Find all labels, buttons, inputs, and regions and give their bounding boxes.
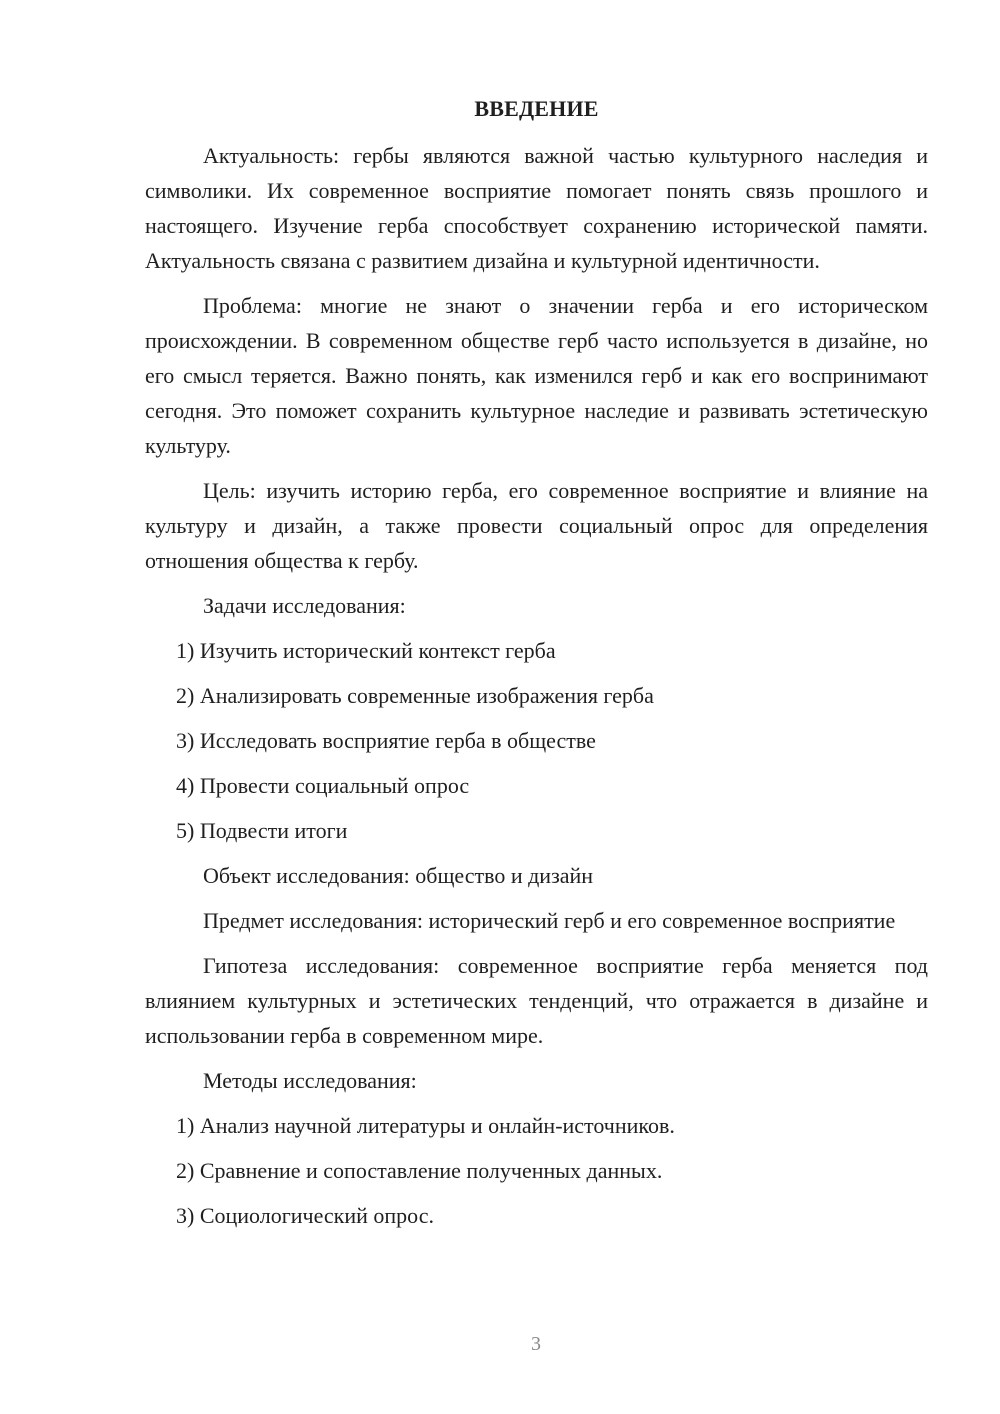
list-item: 3) Социологический опрос. [176,1203,434,1228]
page-number: 3 [531,1333,541,1355]
list-item: 5) Подвести итоги [176,818,348,843]
list-item: 4) Провести социальный опрос [176,773,470,798]
object-paragraph: Объект исследования: общество и дизайн [203,863,594,888]
page-title: ВВЕДЕНИЕ [474,96,599,121]
document-page [145,92,928,1233]
list-item: 3) Исследовать восприятие герба в обществе [176,728,596,753]
list-item: 2) Сравнение и сопоставление полученных данных. [176,1158,663,1183]
goal-paragraph: Цель: изучить историю герба, его современное восприятие и влияние на культуру и дизайн, а также провести социальный опрос для определения отношения общества к гербу. [145,478,928,573]
hypothesis-paragraph: Гипотеза исследования: современное восприятие герба меняется под влиянием культурных и эстетических тенденций, что отражается в дизайне и использовании герба в современном мире. [145,953,928,1048]
list-item: 1) Анализ научной литературы и онлайн-источников. [176,1113,675,1138]
relevance-paragraph: Актуальность: гербы являются важной частью культурного наследия и символики. Их современное восприятие помогает понять связь прошлого и настоящего. Изучение герба способствует сохранению исторической памяти. Актуальность связана с развитием дизайна и культурной идентичности. [145,143,928,273]
list-item: 1) Изучить исторический контекст герба [176,638,556,663]
problem-paragraph: Проблема: многие не знают о значении герба и его историческом происхождении. В современном обществе герб часто используется в дизайне, но его смысл теряется. Важно понять, как изменился герб и как его воспринимают сегодня. Это поможет сохранить культурное наследие и развивать эстетическую культуру. [145,293,928,458]
tasks-heading: Задачи исследования: [203,593,406,618]
subject-paragraph: Предмет исследования: исторический герб и его современное восприятие [203,908,896,933]
list-item: 2) Анализировать современные изображения герба [176,683,654,708]
tasks-list [145,633,928,848]
methods-list [145,1108,928,1233]
methods-heading: Методы исследования: [203,1068,417,1093]
